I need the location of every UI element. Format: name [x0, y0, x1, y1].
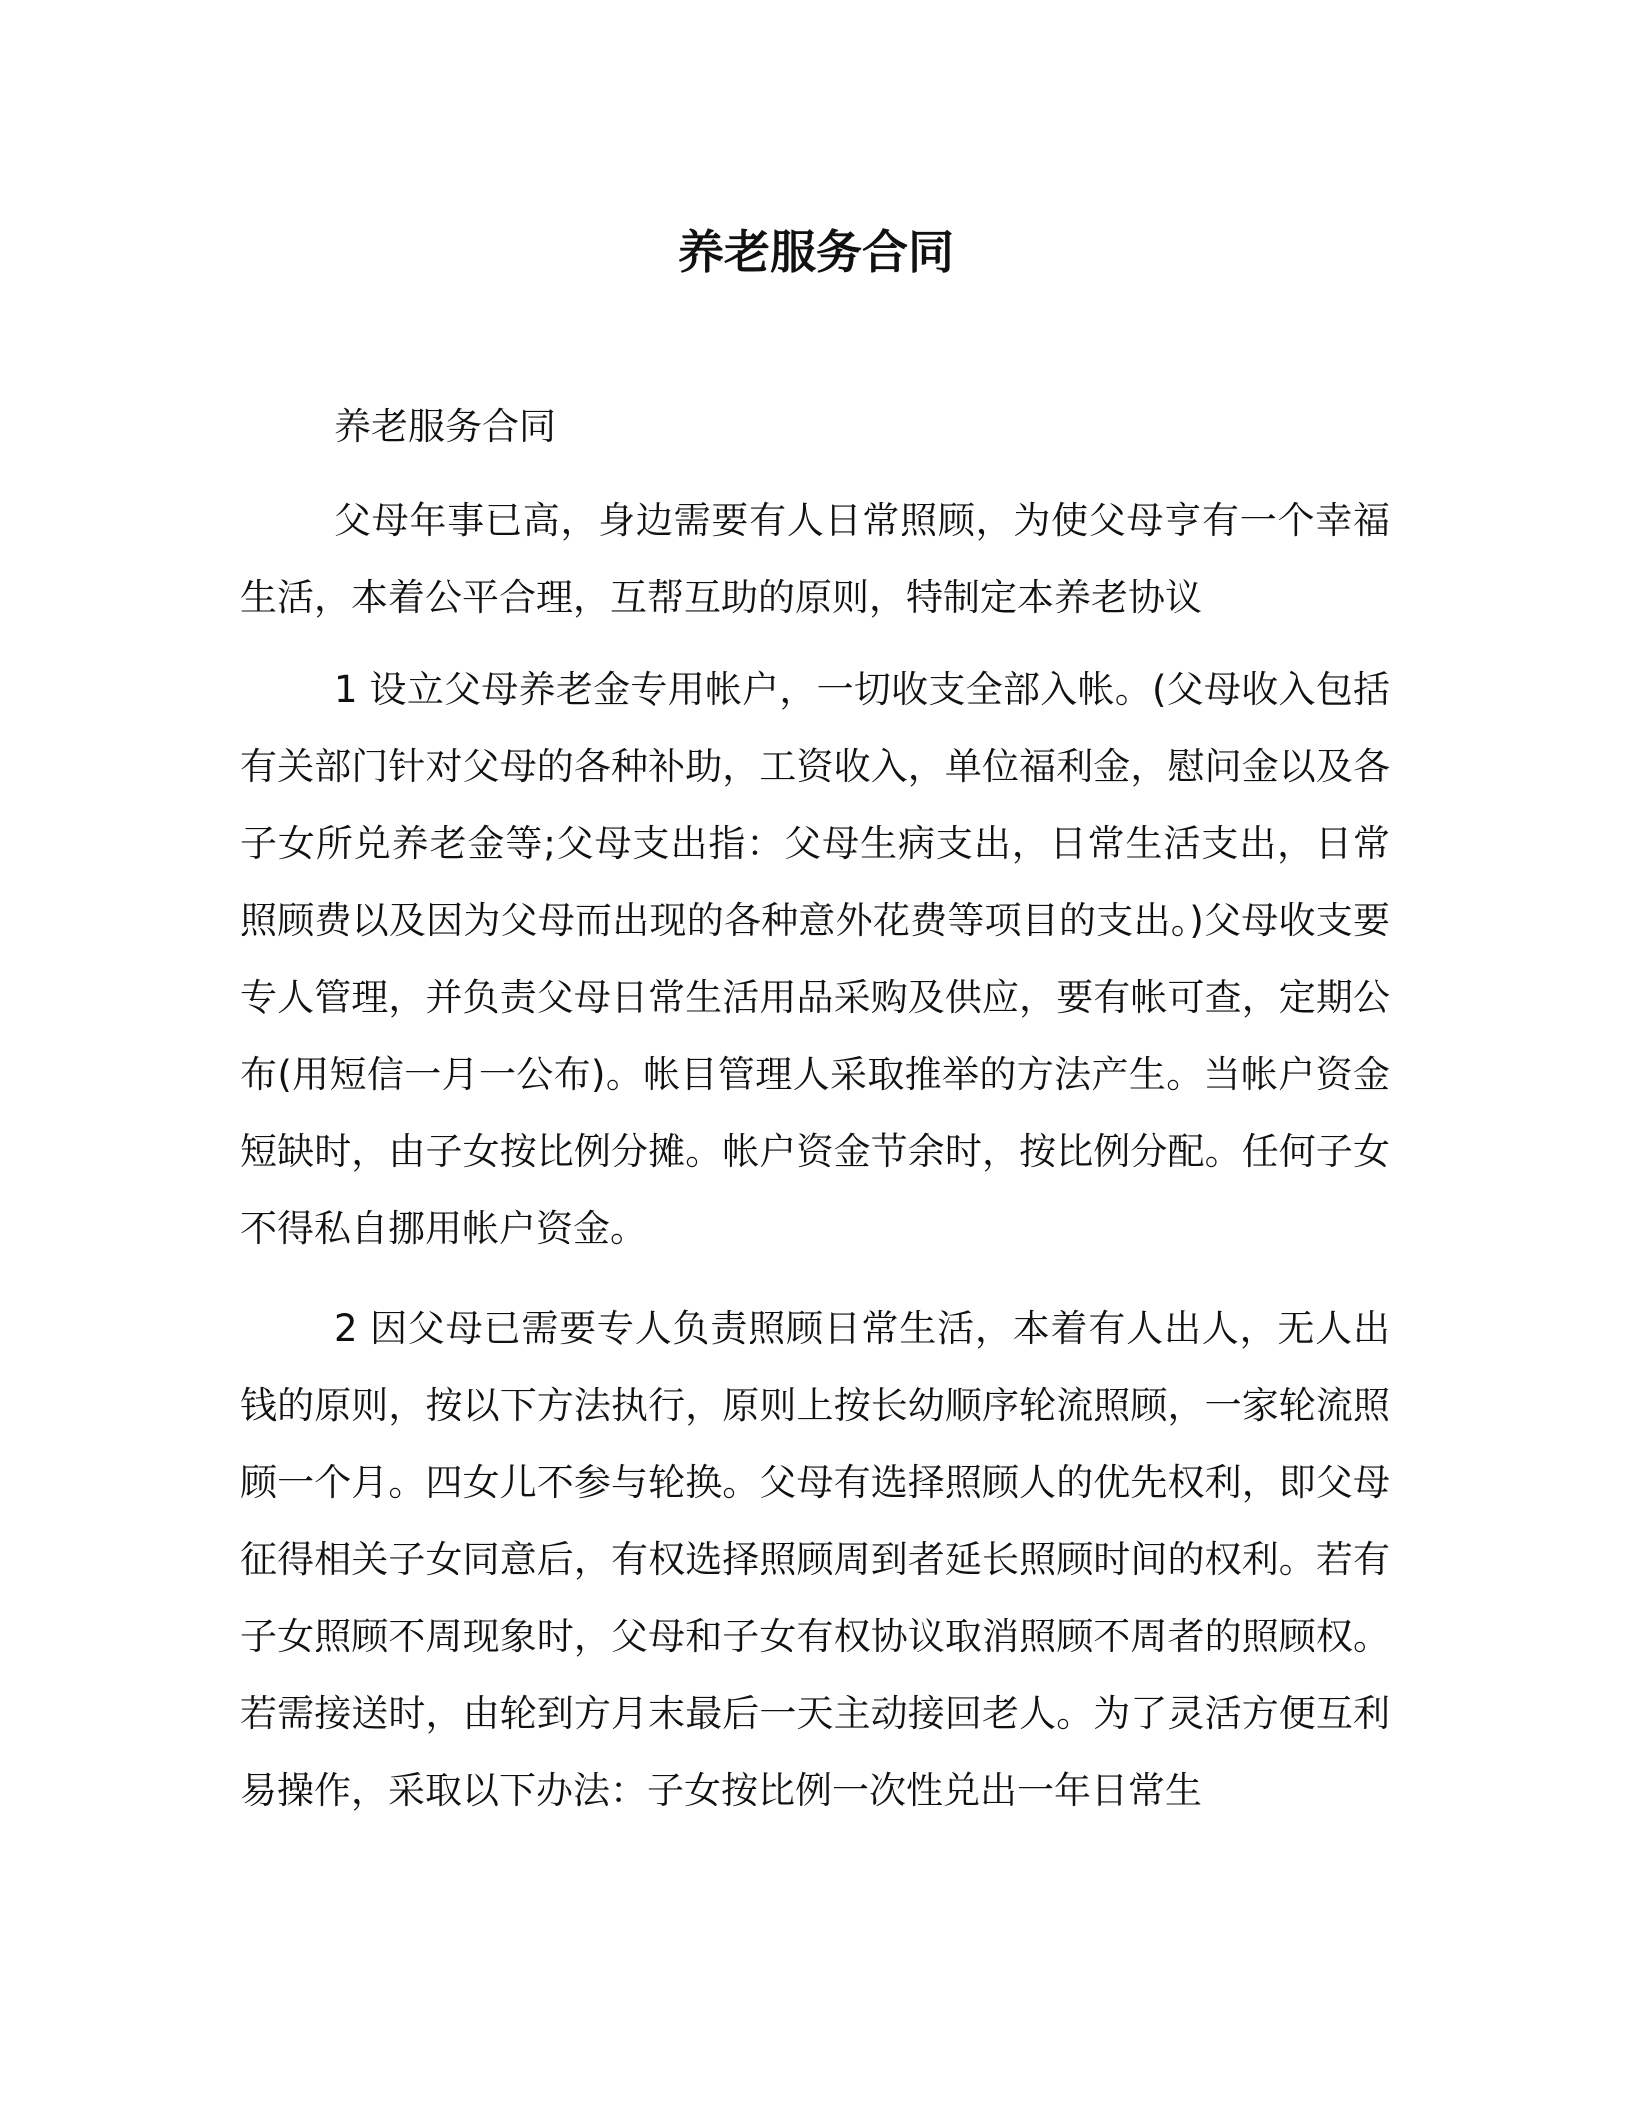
document-title: 养老服务合同	[678, 225, 954, 279]
paragraph-intro: 父母年事已高，身边需要有人日常照顾，为使父母亨有一个幸福生活，本着公平合理，互帮互助的原则，特制定本养老协议	[240, 499, 1390, 619]
paragraph-clause-1: 1 设立父母养老金专用帐户，一切收支全部入帐。(父母收入包括有关部门针对父母的各种补助，工资收入，单位福利金，慰问金以及各子女所兑养老金等;父母支出指：父母生病支出，日常生活支出，日常照顾费以及因为父母而出现的各种意外花费等项目的支出。)父母收支要专人管理，并负责父母日常生活用品采购及供应，要有帐可查，定期公布(用短信一月一公布)。帐目管理人采取推举的方法产生。当帐户资金短缺时，由子女按比例分摊。帐户资金节余时，按比例分配。任何子女不得私自挪用帐户资金。	[240, 668, 1390, 1250]
paragraph-clause-2: 2 因父母已需要专人负责照顾日常生活，本着有人出人，无人出钱的原则，按以下方法执行，原则上按长幼顺序轮流照顾，一家轮流照顾一个月。四女儿不参与轮换。父母有选择照顾人的优先权利，即父母征得相关子女同意后，有权选择照顾周到者延长照顾时间的权利。若有子女照顾不周现象时，父母和子女有权协议取消照顾不周者的照顾权。若需接送时，由轮到方月末最后一天主动接回老人。为了灵活方便互利易操作，采取以下办法：子女按比例一次性兑出一年日常生	[240, 1307, 1390, 1812]
document-body	[240, 388, 1390, 1829]
paragraph-heading: 养老服务合同	[334, 405, 556, 448]
